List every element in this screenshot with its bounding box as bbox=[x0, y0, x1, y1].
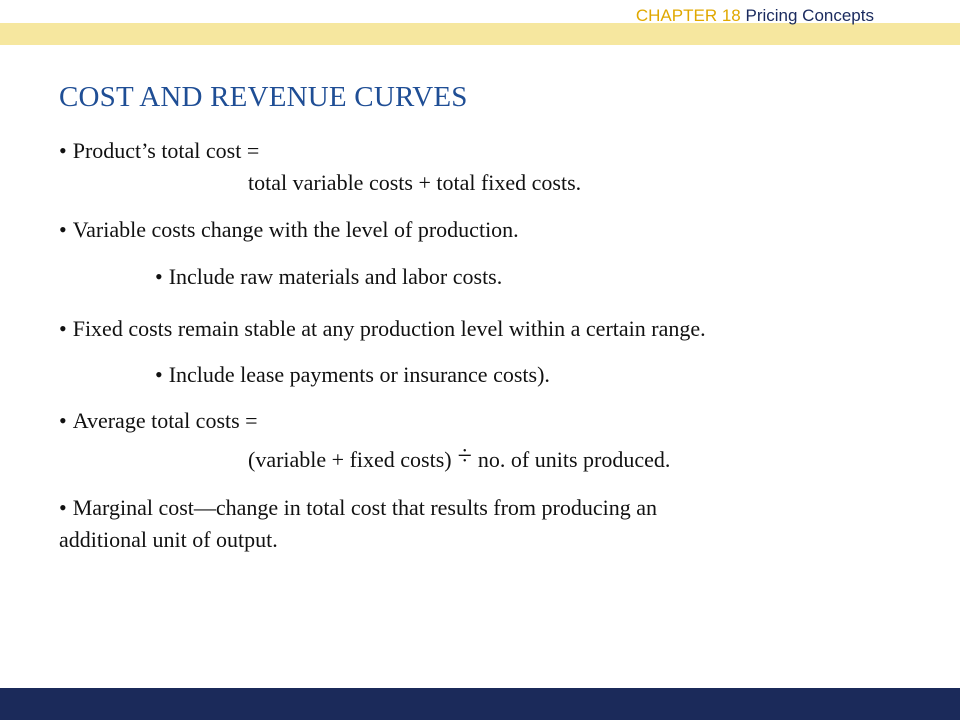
bullet-marginal-cost-continuation: additional unit of output. bbox=[59, 527, 278, 552]
bullet-dot: • bbox=[155, 362, 163, 387]
bullet-text: Marginal cost—change in total cost that results from producing an bbox=[72, 495, 657, 520]
bullet-total-cost bbox=[59, 138, 259, 164]
bullet-text: Include lease payments or insurance costs). bbox=[168, 362, 550, 387]
bullet-fixed-costs bbox=[59, 316, 706, 342]
formula-denominator: no. of units produced. bbox=[477, 447, 671, 472]
bullet-marginal-cost bbox=[59, 495, 657, 521]
chapter-label: CHAPTER 18 bbox=[635, 6, 741, 25]
bullet-dot: • bbox=[59, 217, 67, 242]
bullet-dot: • bbox=[155, 264, 163, 289]
bullet-text: Fixed costs remain stable at any production level within a certain range. bbox=[72, 316, 706, 341]
bullet-text: Average total costs = bbox=[72, 408, 258, 433]
sub-bullet-variable-examples bbox=[155, 264, 502, 290]
bullet-dot: • bbox=[59, 138, 67, 163]
slide-title: COST AND REVENUE CURVES bbox=[59, 81, 468, 113]
bullet-text: Variable costs change with the level of production. bbox=[72, 217, 519, 242]
divide-sign: ÷ bbox=[457, 441, 472, 470]
bullet-dot: • bbox=[59, 316, 67, 341]
bullet-dot: • bbox=[59, 408, 67, 433]
bottom-footer-band bbox=[0, 688, 960, 720]
formula-numerator: (variable + fixed costs) bbox=[248, 447, 452, 472]
bullet-dot: • bbox=[59, 495, 67, 520]
chapter-header bbox=[636, 6, 874, 26]
sub-bullet-fixed-examples bbox=[155, 362, 550, 388]
average-cost-formula bbox=[248, 441, 671, 473]
bullet-average-total-costs bbox=[59, 408, 258, 434]
bullet-text: Include raw materials and labor costs. bbox=[168, 264, 503, 289]
bullet-total-cost-continuation: total variable costs + total fixed costs. bbox=[248, 170, 582, 195]
chapter-topic: Pricing Concepts bbox=[745, 6, 874, 25]
bullet-text: Product’s total cost = bbox=[72, 138, 260, 163]
top-accent-band bbox=[0, 23, 960, 45]
bullet-variable-costs bbox=[59, 217, 519, 243]
